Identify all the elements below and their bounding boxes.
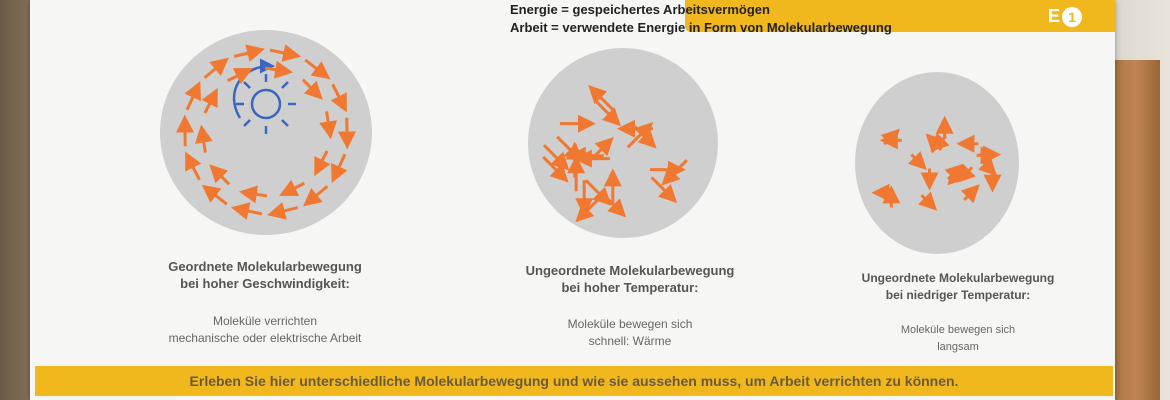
molecule-arrow-icon	[308, 186, 328, 202]
molecule-arrow-icon	[245, 192, 267, 196]
molecule-arrow-icon	[327, 111, 330, 133]
molecule-arrow-icon	[205, 61, 225, 77]
molecule-arrow-icon	[333, 84, 345, 107]
molecule-arrow-icon	[188, 157, 200, 180]
poster	[30, 0, 1115, 400]
molecule-arrow-icon	[544, 145, 565, 166]
molecule-arrow-icon	[187, 86, 198, 109]
heading-hot: Ungeordnete Molekularbewegung bei hoher Temperatur:	[525, 263, 735, 295]
desc-hot: Moleküle bewegen sich schnell: Wärme	[567, 317, 693, 348]
molecule-arrow-icon	[911, 155, 922, 166]
molecule-arrow-icon	[964, 189, 975, 200]
molecule-arrow-icon	[213, 168, 229, 184]
definition-work: Arbeit = verwendete Energie in Form von Molekularbewegung	[510, 20, 892, 35]
door-frame	[1110, 60, 1160, 400]
molecule-arrow-icon	[237, 209, 262, 214]
molecule-arrow-icon	[305, 60, 325, 76]
desc-cold: Moleküle bewegen sich langsam	[900, 324, 1016, 353]
disordered-cold-arrows	[877, 122, 995, 208]
definition-energy: Energie = gespeichertes Arbeitsvermögen	[510, 2, 770, 17]
molecule-arrow-icon	[270, 50, 295, 55]
footer-banner: Erleben Sie hier unterschiedliche Molekularbewegung und wie sie aussehen muss, um Arbeit verrichten zu können.	[35, 366, 1113, 396]
molecule-arrow-icon	[586, 180, 607, 201]
molecule-arrow-icon	[334, 154, 345, 177]
badge-number: 1	[1062, 7, 1082, 27]
disordered-hot-arrows	[543, 89, 687, 218]
molecule-arrow-icon	[543, 157, 564, 178]
molecule-arrow-icon	[982, 160, 993, 171]
molecule-arrow-icon	[961, 167, 972, 178]
molecule-arrow-icon	[317, 151, 327, 171]
molecule-arrow-icon	[303, 80, 319, 96]
molecule-arrow-icon	[206, 188, 226, 204]
sun-icon	[236, 74, 296, 134]
molecule-arrow-icon	[273, 208, 298, 214]
desc-ordered: Moleküle verrichten mechanische oder elektrische Arbeit	[168, 314, 362, 345]
molecule-arrow-icon	[935, 136, 946, 147]
molecule-arrow-icon	[652, 177, 673, 198]
molecule-arrow-icon	[202, 131, 205, 153]
molecule-arrow-icon	[265, 68, 287, 72]
molecule-arrow-icon	[205, 93, 215, 113]
heading-cold: Ungeordnete Molekularbewegung bei niedriger Temperatur:	[861, 271, 1055, 302]
molecule-arrow-icon	[234, 50, 259, 56]
molecule-arrow-icon	[884, 133, 895, 144]
molecule-arrow-icon	[922, 195, 933, 206]
badge-letter: E	[1048, 6, 1061, 26]
heading-ordered: Geordnete Molekularbewegung bei hoher Geschwindigkeit:	[168, 259, 362, 291]
molecule-arrow-icon	[284, 183, 304, 193]
